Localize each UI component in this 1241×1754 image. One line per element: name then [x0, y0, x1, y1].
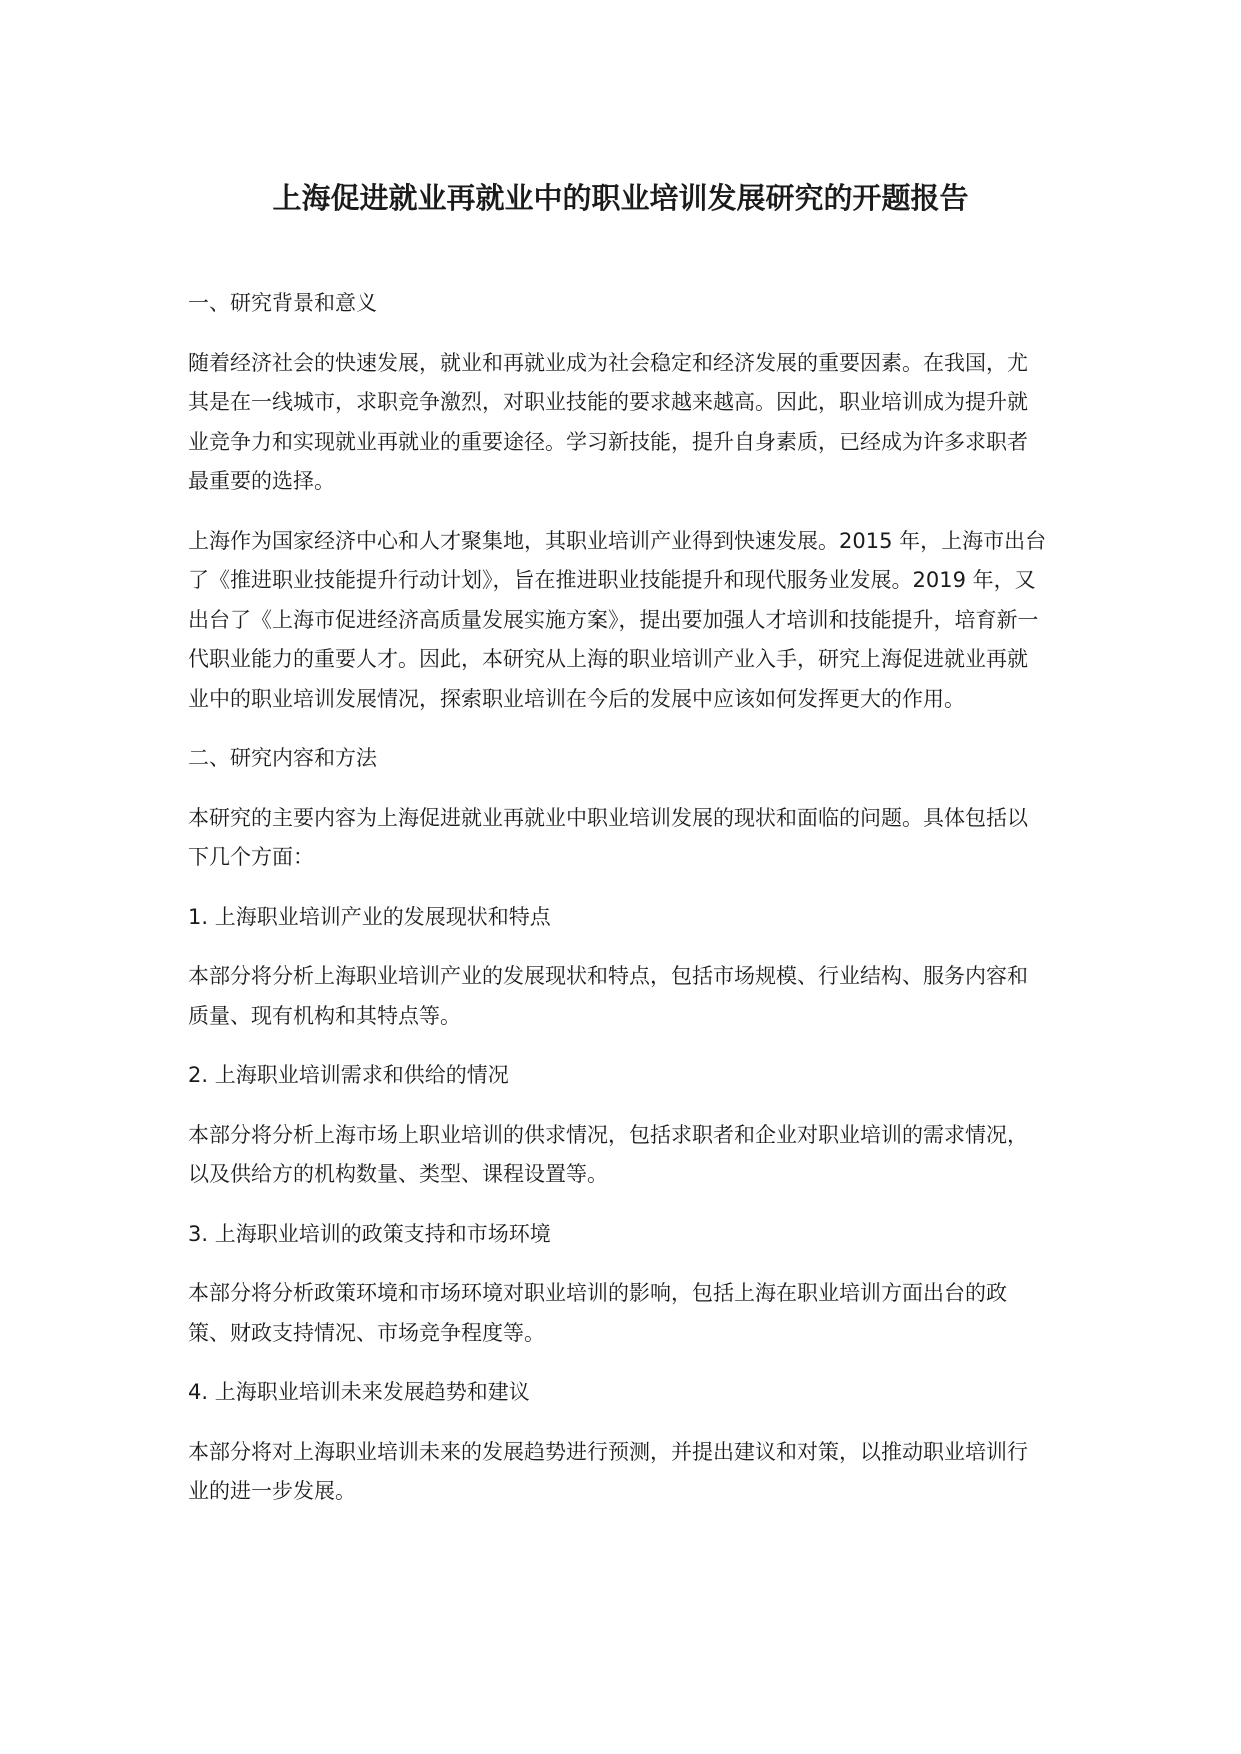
list-item-text-2: 本部分将分析上海市场上职业培训的供求情况，包括求职者和企业对职业培训的需求情况，以及供给方的机构数量、类型、课程设置等。 [188, 1122, 1028, 1186]
list-item-heading-4: 4. 上海职业培训未来发展趋势和建议 [188, 1380, 530, 1404]
section-heading-background: 一、研究背景和意义 [188, 291, 377, 315]
list-item-heading-2: 2. 上海职业培训需求和供给的情况 [188, 1063, 509, 1087]
section-heading-content-methods: 二、研究内容和方法 [188, 746, 377, 770]
document-title: 上海促进就业再就业中的职业培训发展研究的开题报告 [272, 181, 969, 215]
list-item-text-1: 本部分将分析上海职业培训产业的发展现状和特点，包括市场规模、行业结构、服务内容和质量、现有机构和其特点等。 [188, 964, 1028, 1028]
list-item-heading-1: 1. 上海职业培训产业的发展现状和特点 [188, 904, 551, 929]
list-item-heading-3: 3. 上海职业培训的政策支持和市场环境 [188, 1221, 551, 1246]
paragraph-content-intro: 本研究的主要内容为上海促进就业再就业中职业培训发展的现状和面临的问题。具体包括以下几个方面： [188, 805, 1028, 869]
document-body [188, 284, 1048, 1532]
paragraph-background-2: 上海作为国家经济中心和人才聚集地，其职业培训产业得到快速发展。2015 年，上海市出台了《推进职业技能提升行动计划》，旨在推进职业技能提升和现代服务业发展。2019 年，又出台了《上海市促进经济高质量发展实施方案》，提出要加强人才培训和技能提升，培育新一代职业能力的重要人才。因此，本研究从上海的职业培训产业入手，研究上海促进就业再就业中的职业培训发展情况，探索职业培训在今后的发展中应该如何发挥更大的作用。 [188, 528, 1047, 711]
paragraph-background-1: 随着经济社会的快速发展，就业和再就业成为社会稳定和经济发展的重要因素。在我国，尤其是在一线城市，求职竞争激烈，对职业技能的要求越来越高。因此，职业培训成为提升就业竞争力和实现就业再就业的重要途径。学习新技能，提升自身素质，已经成为许多求职者最重要的选择。 [188, 350, 1028, 493]
list-item-text-4: 本部分将对上海职业培训未来的发展趋势进行预测，并提出建议和对策，以推动职业培训行业的进一步发展。 [188, 1439, 1028, 1503]
list-item-text-3: 本部分将分析政策环境和市场环境对职业培训的影响，包括上海在职业培训方面出台的政策、财政支持情况、市场竞争程度等。 [188, 1281, 1007, 1345]
